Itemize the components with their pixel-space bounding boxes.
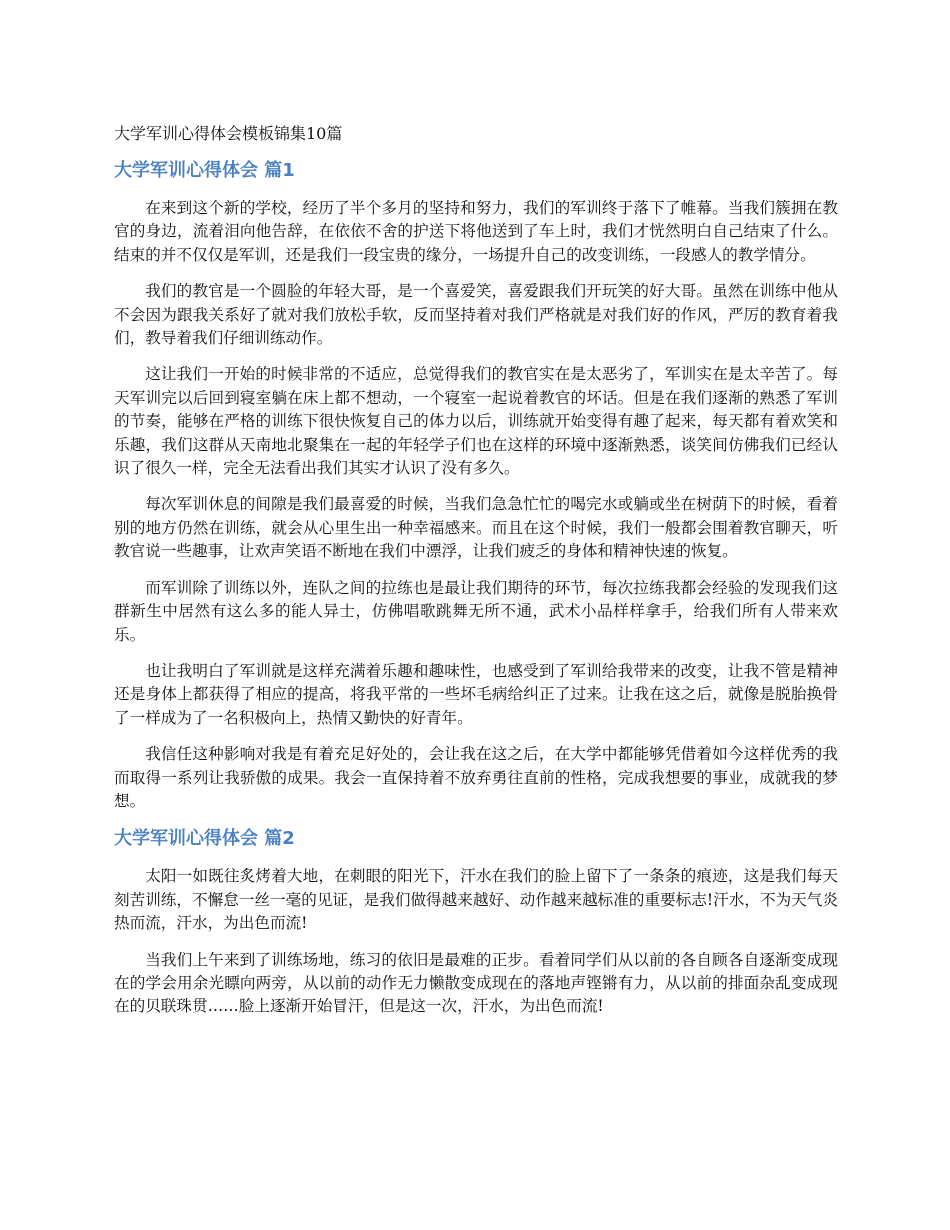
- section-1-paragraph-2: 我们的教官是一个圆脸的年轻大哥，是一个喜爱笑，喜爱跟我们开玩笑的好大哥。虽然在训练中他从不会因为跟我关系好了就对我们放松手软，反而坚持着对我们严格就是对我们好的作风，严厉的教育着我们，教导着我们仔细训练动作。: [114, 282, 838, 348]
- section-2-heading: 大学军训心得体会 篇2: [114, 828, 295, 850]
- section-2: [114, 826, 838, 1018]
- section-1: [114, 158, 838, 813]
- section-1-paragraph-1: 在来到这个新的学校，经历了半个多月的坚持和努力，我们的军训终于落下了帷幕。当我们簇拥在教官的身边，流着泪向他告辞，在依依不舍的护送下将他送到了车上时，我们才恍然明白自己结束了什么。结束的并不仅仅是军训，还是我们一段宝贵的缘分，一场提升自己的改变训练，一段感人的教学情分。: [114, 199, 838, 264]
- section-1-paragraph-6: 也让我明白了军训就是这样充满着乐趣和趣味性，也感受到了军训给我带来的改变，让我不管是精神还是身体上都获得了相应的提高，将我平常的一些坏毛病给纠正了过来。让我在这之后，就像是脱胎换骨了一样成为了一名积极向上，热情又勤快的好青年。: [114, 661, 838, 727]
- section-1-paragraph-3: 这让我们一开始的时候非常的不适应，总觉得我们的教官实在是太恶劣了，军训实在是太辛苦了。每天军训完以后回到寝室躺在床上都不想动，一个寝室一起说着教官的坏话。但是在我们逐渐的熟悉了军训的节奏，能够在严格的训练下很快恢复自己的体力以后，训练就开始变得有趣了起来，每天都有着欢笑和乐趣，我们这群从天南地北聚集在一起的年轻学子们也在这样的环境中逐渐熟悉，谈笑间仿佛我们已经认识了很久一样，完全无法看出我们其实才认识了没有多久。: [114, 365, 838, 478]
- section-1-heading: 大学军训心得体会 篇1: [114, 160, 295, 181]
- section-1-paragraph-7: 我信任这种影响对我是有着充足好处的，会让我在这之后，在大学中都能够凭借着如今这样优秀的我而取得一系列让我骄傲的成果。我会一直保持着不放弃勇往直前的性格，完成我想要的事业，成就我的梦想。: [114, 745, 838, 810]
- section-2-paragraph-1: 太阳一如既往炙烤着大地，在刺眼的阳光下，汗水在我们的脸上留下了一条条的痕迹，这是我们每天刻苦训练，不懈怠一丝一毫的见证，是我们做得越来越好、动作越来越标准的重要标志!汗水，不为天气炎热而流，汗水，为出色而流!: [114, 867, 838, 933]
- document-title: 大学军训心得体会模板锦集10篇: [114, 124, 343, 143]
- document-page: [114, 122, 838, 1032]
- section-2-paragraph-2: 当我们上午来到了训练场地，练习的依旧是最难的正步。看着同学们从以前的各自顾各自逐渐变成现在的学会用余光瞟向两旁，从以前的动作无力懒散变成现在的落地声铿锵有力，从以前的排面杂乱变成现在的贝联珠贯……脸上逐渐开始冒汗，但是这一次，汗水，为出色而流!: [114, 950, 838, 1016]
- section-1-paragraph-5: 而军训除了训练以外，连队之间的拉练也是最让我们期待的环节，每次拉练我都会经验的发现我们这群新生中居然有这么多的能人异士，仿佛唱歌跳舞无所不通，武术小品样样拿手，给我们所有人带来欢乐。: [114, 578, 838, 644]
- section-1-paragraph-4: 每次军训休息的间隙是我们最喜爱的时候，当我们急急忙忙的喝完水或躺或坐在树荫下的时候，看着别的地方仍然在训练，就会从心里生出一种幸福感来。而且在这个时候，我们一般都会围着教官聊天，听教官说一些趣事，让欢声笑语不断地在我们中漂浮，让我们疲乏的身体和精神快速的恢复。: [114, 495, 838, 561]
